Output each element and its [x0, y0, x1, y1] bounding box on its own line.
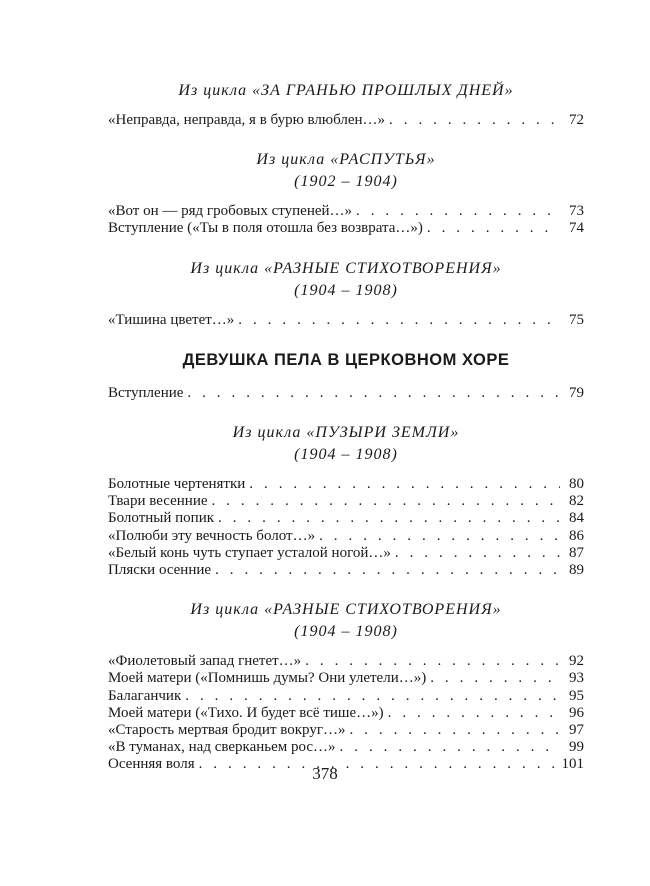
toc-entry-title: Вступление [108, 384, 184, 401]
toc-entry[interactable] [108, 112, 584, 129]
toc-entry[interactable] [108, 739, 584, 756]
toc-entry-page: 93 [569, 670, 584, 687]
toc-entry-title: Болотный попик [108, 510, 215, 527]
toc-list [108, 203, 584, 237]
toc-entry-page: 96 [569, 704, 584, 721]
toc-list [108, 653, 584, 773]
toc-entry-title: «Полюби эту вечность болот…» [108, 527, 316, 544]
dot-leader [185, 688, 560, 705]
toc-entry-title: Пляски осенние [108, 562, 212, 579]
toc-entry-title: Моей матери («Тихо. И будет всё тише…») [108, 704, 384, 721]
toc-entry-page: 87 [569, 544, 584, 561]
toc-entry-title: Болотные чертенятки [108, 476, 246, 493]
dot-leader [356, 203, 560, 220]
toc-entry[interactable] [108, 688, 584, 705]
toc-entry-page: 79 [569, 384, 584, 401]
toc-entry-page: 73 [569, 203, 584, 220]
cycle-title: Из цикла «ПУЗЫРИ ЗЕМЛИ» [232, 424, 460, 442]
toc-entry[interactable] [108, 705, 584, 722]
toc-entry[interactable] [108, 510, 584, 527]
toc-entry-title: «Старость мертвая бродит вокруг…» [108, 722, 346, 739]
dot-leader [238, 312, 560, 329]
toc-entry[interactable] [108, 476, 584, 493]
dot-leader [427, 220, 560, 237]
toc-entry-page: 82 [569, 493, 584, 510]
toc-entry-page: 101 [561, 756, 584, 773]
table-of-contents [108, 80, 584, 774]
toc-list [108, 476, 584, 579]
dot-leader [218, 510, 560, 527]
cycle-years: (1904 – 1908) [294, 446, 398, 464]
dot-leader [389, 112, 560, 129]
dot-leader [430, 670, 560, 687]
toc-entry-title: «В туманах, над сверканьем рос…» [108, 739, 336, 756]
dot-leader [340, 739, 560, 756]
toc-list [108, 312, 584, 329]
cycle-title: Из цикла «РАЗНЫЕ СТИХОТВОРЕНИЯ» [190, 601, 502, 619]
toc-list [108, 385, 584, 402]
dot-leader [249, 476, 560, 493]
toc-entry-page: 84 [569, 510, 584, 527]
toc-entry-page: 89 [569, 562, 584, 579]
toc-entry[interactable] [108, 653, 584, 670]
toc-entry-title: Твари весенние [108, 493, 208, 510]
toc-entry-page: 99 [569, 739, 584, 756]
toc-entry-title: «Тишина цветет…» [108, 311, 235, 328]
dot-leader [187, 385, 560, 402]
toc-entry-title: Моей матери («Помнишь думы? Они улетели…») [108, 670, 427, 687]
dot-leader [388, 705, 560, 722]
toc-entry-page: 95 [569, 687, 584, 704]
dot-leader [212, 493, 561, 510]
toc-list [108, 112, 584, 129]
cycle-title: Из цикла «ЗА ГРАНЬЮ ПРОШЛЫХ ДНЕЙ» [178, 82, 514, 99]
toc-entry[interactable] [108, 562, 584, 579]
toc-entry[interactable] [108, 722, 584, 739]
toc-entry-title: «Вот он — ряд гробовых ступеней…» [108, 203, 353, 220]
toc-entry[interactable] [108, 385, 584, 402]
toc-entry-title: «Неправда, неправда, я в бурю влюблен…» [108, 112, 386, 128]
cycle-years: (1902 – 1904) [294, 173, 398, 191]
toc-entry[interactable] [108, 670, 584, 687]
toc-entry[interactable] [108, 528, 584, 545]
toc-entry-title: Вступление («Ты в поля отошла без возврата…») [108, 220, 423, 237]
dot-leader [305, 653, 560, 670]
toc-entry-title: Балаганчик [108, 687, 182, 704]
toc-entry-page: 80 [569, 476, 584, 493]
cycle-years: (1904 – 1908) [294, 623, 398, 641]
toc-entry[interactable] [108, 545, 584, 562]
toc-entry-title: «Белый конь чуть ступает усталой ногой…» [108, 544, 391, 561]
dot-leader [349, 722, 560, 739]
dot-leader [319, 528, 560, 545]
toc-entry-page: 74 [569, 220, 584, 237]
toc-entry-page: 72 [569, 112, 584, 128]
cycle-years: (1904 – 1908) [294, 281, 398, 299]
toc-entry-page: 92 [569, 653, 584, 670]
toc-entry[interactable] [108, 220, 584, 237]
toc-entry[interactable] [108, 493, 584, 510]
toc-entry-title: «Фиолетовый запад гнетет…» [108, 653, 302, 670]
toc-entry-page: 75 [569, 311, 584, 328]
page-number: 378 [312, 764, 338, 783]
toc-entry-page: 97 [569, 722, 584, 739]
dot-leader [215, 562, 560, 579]
toc-entry[interactable] [108, 203, 584, 220]
toc-entry[interactable] [108, 312, 584, 329]
cycle-title: Из цикла «РАСПУТЬЯ» [256, 151, 436, 169]
toc-entry-page: 86 [569, 527, 584, 544]
toc-entry-title: Осенняя воля [108, 756, 195, 773]
dot-leader [395, 545, 560, 562]
section-heading: ДЕВУШКА ПЕЛА В ЦЕРКОВНОМ ХОРЕ [182, 350, 510, 369]
cycle-title: Из цикла «РАЗНЫЕ СТИХОТВОРЕНИЯ» [190, 259, 502, 277]
